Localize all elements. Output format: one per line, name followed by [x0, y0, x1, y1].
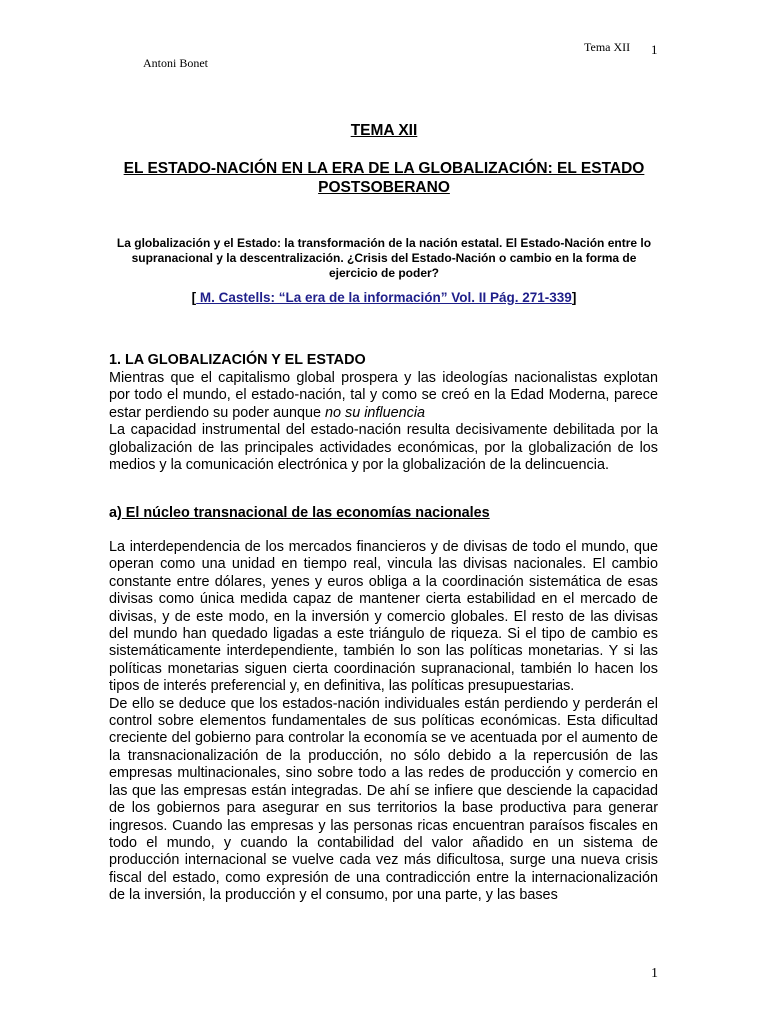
reference-link[interactable]: M. Castells: “La era de la información” Vol. II Pág. 271-339 [196, 290, 572, 305]
tema-title: TEMA XII [350, 122, 418, 139]
reference-open-bracket: [ [191, 290, 197, 305]
reference-close-bracket: ] [571, 290, 577, 305]
subsection-paragraph-1: La interdependencia de los mercados financieros y de divisas de todo el mundo, que operan como una unidad en tiempo real, vincula las divisas nacionales. El cambio constante entre dólares, yenes y euros obliga a la coordinación sistemática de esas divisas como única medida capaz de mantener cierta estabilidad en el mercado de divisas, y de este modo, en la inversión y comercio globales. El resto de las divisas del mundo han quedado ligadas a este triángulo de riqueza. Si el tipo de cambio es sistemáticamente interdependiente, también lo son las políticas monetarias. Y si las políticas monetarias siguen cierta coordinación supranacional, también lo hacen los tipos de interés preferencial y, en definitiva, las políticas presupuestarias. [109, 539, 658, 695]
section1-p1-text: Mientras que el capitalismo global prospera y las ideologías nacionalistas explotan por todo el mundo, el estado-nación, tal y como se creó en la Edad Moderna, parece estar perdiendo su poder aunque [109, 370, 658, 421]
section1-p1-italic: no su influencia [325, 404, 426, 421]
reference [109, 290, 659, 305]
subsection-body [109, 539, 658, 905]
section1-body [109, 370, 658, 474]
section1-paragraph-2: La capacidad instrumental del estado-nación resulta decisivamente debilitada por la globalización de las principales actividades económicas, por la globalización de los medios y la comunicación electrónica y por la globalización de la delincuencia. [109, 422, 658, 474]
subtitle: La globalización y el Estado: la transformación de la nación estatal. El Estado-Nación entre lo supranacional y la descentralización. ¿Crisis del Estado-Nación o cambio en la forma de ejercicio de poder? [116, 236, 652, 280]
section1-paragraph-1 [109, 370, 658, 422]
section-heading: 1. LA GLOBALIZACIÓN Y EL ESTADO [109, 352, 366, 368]
subsection-letter: a) [109, 505, 122, 521]
subsection-title: El núcleo transnacional de las economías nacionales [121, 505, 490, 521]
subsection-paragraph-2: De ello se deduce que los estados-nación individuales están perdiendo y perderán el control sobre elementos fundamentales de sus políticas económicas. Esta dificultad creciente del gobierno para controlar la economía se ve acentuada por el aumento de la transnacionalización de la producción, no sólo debido a la repercusión de las empresas multinacionales, sino sobre todo a las redes de producción y comercio en las que las empresas están integradas. De ahí se infiere que desciende la capacidad de los gobiernos para asegurar en sus territorios la base productiva para generar ingresos. Cuando las empresas y las personas ricas encuentran paraísos fiscales en todo el mundo, y cuando la contabilidad del valor añadido en un sistema de producción internacional se vuelve cada vez más dificultosa, surge una nueva crisis fiscal del estado, como expresión de una contradicción entre la internacionalización de la inversión, la producción y el consumo, por una parte, y las bases [109, 695, 658, 904]
header-author: Antoni Bonet [143, 56, 208, 70]
header-page-number: 1 [651, 42, 658, 57]
footer-page-number: 1 [651, 966, 658, 981]
subsection-heading [109, 505, 490, 521]
header-tema: Tema XII [584, 40, 631, 54]
main-title: EL ESTADO-NACIÓN EN LA ERA DE LA GLOBALIZACIÓN: EL ESTADO POSTSOBERANO [123, 160, 645, 196]
